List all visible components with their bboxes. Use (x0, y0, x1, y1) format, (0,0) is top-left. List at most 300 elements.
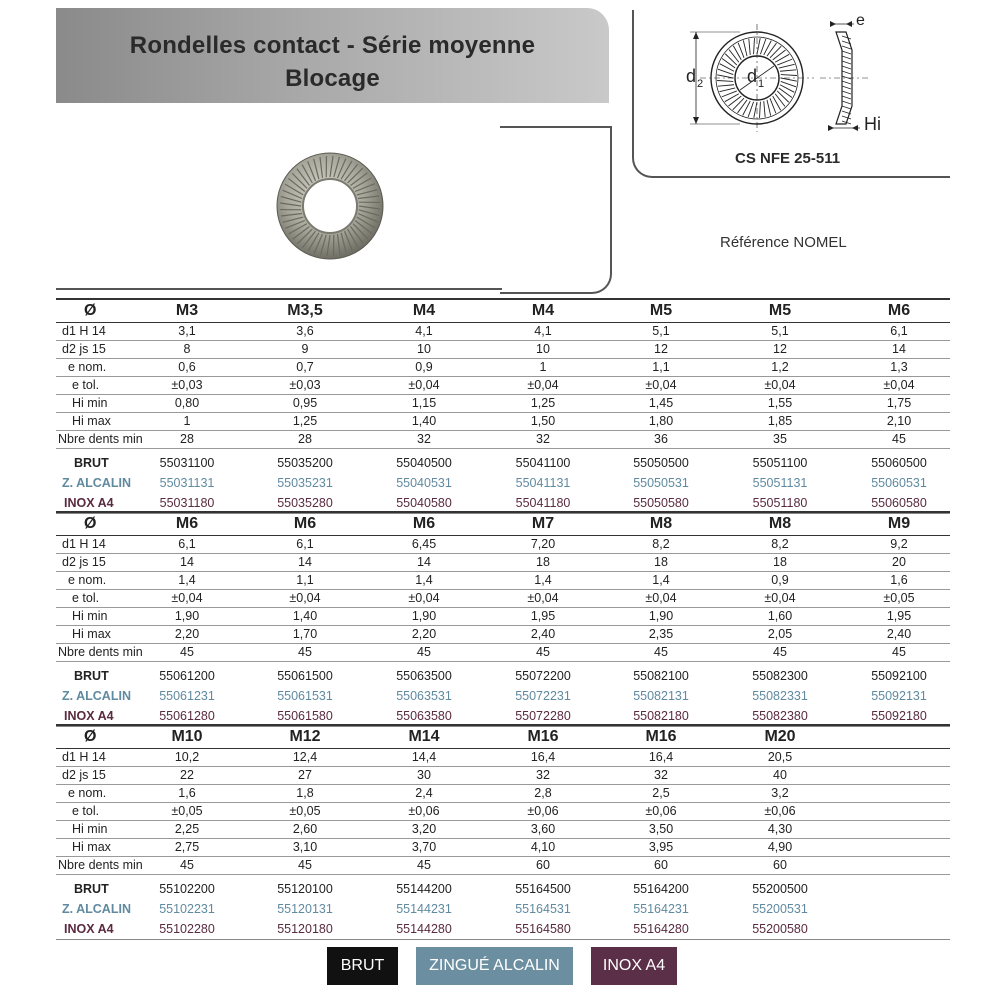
table-cell: ±0,06 (764, 804, 796, 818)
size-cell: M16 (645, 728, 677, 745)
table-cell: 7,20 (530, 537, 556, 551)
row-label: d2 js 15 (62, 555, 106, 569)
row-label: Z. ALCALIN (62, 902, 131, 916)
reference-cell: 55060500 (871, 456, 927, 470)
table-cell: 3,1 (178, 324, 196, 338)
table-cell: 40 (773, 768, 787, 782)
table-cell: 1,50 (530, 414, 556, 428)
table-cell: ±0,06 (527, 804, 559, 818)
table-cell: 45 (892, 432, 906, 446)
reference-cell: 55031100 (159, 456, 215, 470)
table-cell: 3,95 (648, 840, 674, 854)
table-cell: 10 (536, 342, 550, 356)
table-cell: ±0,04 (764, 591, 796, 605)
table-cell: 12 (773, 342, 787, 356)
table-cell: ±0,04 (645, 591, 677, 605)
table-header-row (56, 724, 950, 749)
table-cell: 9,2 (890, 537, 908, 551)
row-label: e tol. (72, 378, 100, 392)
row-label: Hi min (72, 609, 108, 623)
table-cell: 2,40 (530, 627, 556, 641)
table-cell: 36 (654, 432, 668, 446)
table-row-d1 (56, 323, 950, 341)
row-label: e tol. (72, 591, 100, 605)
reference-cell: 55051131 (752, 476, 808, 490)
row-label: Hi max (72, 414, 111, 428)
table-cell: 12 (654, 342, 668, 356)
reference-cell: 55061531 (277, 689, 333, 703)
table-row-hi-min (56, 608, 950, 626)
table-cell: 27 (298, 768, 312, 782)
table-cell: 1,25 (530, 396, 556, 410)
table-cell: 1,4 (652, 573, 670, 587)
row-label: Nbre dents min (58, 858, 143, 872)
table-cell: 3,60 (530, 822, 556, 836)
table-cell: 1,90 (174, 609, 200, 623)
table-cell: 1 (183, 414, 191, 428)
table-cell: 4,90 (767, 840, 793, 854)
table-cell: 45 (298, 858, 312, 872)
size-cell: M7 (531, 515, 555, 532)
spec-table-2 (56, 511, 950, 727)
reference-cell: 55144200 (396, 882, 452, 896)
row-label: Nbre dents min (58, 645, 143, 659)
table-cell: ±0,04 (171, 591, 203, 605)
e-label: e (856, 12, 865, 29)
table-cell: 16,4 (648, 750, 674, 764)
row-label: e nom. (68, 786, 107, 800)
table-cell: 28 (180, 432, 194, 446)
table-cell: 2,8 (534, 786, 552, 800)
table-cell: 0,9 (771, 573, 789, 587)
table-cell: 14 (892, 342, 906, 356)
row-label: Z. ALCALIN (62, 476, 131, 490)
size-cell: M4 (531, 302, 555, 319)
reference-cell: 55040531 (396, 476, 452, 490)
table-row-e-tol (56, 377, 950, 395)
reference-cell: 55061200 (159, 669, 215, 683)
row-label: INOX A4 (64, 922, 114, 936)
size-cell: M9 (887, 515, 911, 532)
table-cell: 1,6 (890, 573, 908, 587)
table-cell: 30 (417, 768, 431, 782)
row-label: d1 H 14 (62, 750, 106, 764)
reference-cell: 55082331 (752, 689, 808, 703)
reference-cell: 55072280 (515, 709, 571, 723)
table-cell: ±0,06 (645, 804, 677, 818)
reference-cell: 55061580 (277, 709, 333, 723)
table-cell: 14 (417, 555, 431, 569)
table-row-alcalin (56, 686, 950, 706)
legend-inox-a4: INOX A4 (591, 947, 677, 985)
reference-cell: 55041100 (515, 456, 571, 470)
table-cell: 1,45 (648, 396, 674, 410)
table-cell: 3,20 (411, 822, 437, 836)
table-cell: 1,70 (292, 627, 318, 641)
table-cell: 2,60 (292, 822, 318, 836)
table-cell: 2,75 (174, 840, 200, 854)
table-cell: 3,2 (771, 786, 789, 800)
table-cell: 1,1 (652, 360, 670, 374)
table-cell: 1,1 (296, 573, 314, 587)
row-label: d2 js 15 (62, 342, 106, 356)
table-cell: 5,1 (652, 324, 670, 338)
reference-cell: 55063531 (396, 689, 452, 703)
table-cell: 1,80 (648, 414, 674, 428)
table-cell: 45 (654, 645, 668, 659)
table-row-teeth (56, 431, 950, 449)
table-cell: 1,90 (648, 609, 674, 623)
reference-cell: 55120100 (277, 882, 333, 896)
page-subtitle: Blocage (285, 65, 380, 92)
reference-cell: 55102280 (159, 922, 215, 936)
table-cell: 1,95 (530, 609, 556, 623)
table-cell: 0,9 (415, 360, 433, 374)
reference-cell: 55041131 (515, 476, 571, 490)
reference-cell: 55082100 (633, 669, 689, 683)
table-cell: 10 (417, 342, 431, 356)
reference-cell: 55102231 (159, 902, 215, 916)
table-cell: 35 (773, 432, 787, 446)
table-row-brut (56, 666, 950, 686)
reference-cell: 55102200 (159, 882, 215, 896)
table-cell: 1,25 (292, 414, 318, 428)
table-cell: 28 (298, 432, 312, 446)
reference-cell: 55082180 (633, 709, 689, 723)
table-row-e-tol (56, 803, 950, 821)
size-cell: M8 (649, 515, 673, 532)
table-row-hi-min (56, 821, 950, 839)
table-header-row (56, 298, 950, 323)
table-row-e-nom (56, 785, 950, 803)
table-cell: ±0,06 (408, 804, 440, 818)
table-cell: 60 (773, 858, 787, 872)
table-cell: 4,1 (415, 324, 433, 338)
table-cell: 14 (298, 555, 312, 569)
reference-cell: 55082300 (752, 669, 808, 683)
table-cell: 16,4 (530, 750, 556, 764)
table-cell: 1,6 (178, 786, 196, 800)
reference-cell: 55164231 (633, 902, 689, 916)
table-cell: ±0,04 (408, 378, 440, 392)
table-row-e-nom (56, 359, 950, 377)
reference-cell: 55050580 (633, 496, 689, 510)
diameter-label: Ø (84, 302, 97, 319)
table-cell: 1,40 (411, 414, 437, 428)
table-cell: 1,3 (890, 360, 908, 374)
size-cell: M6 (412, 515, 436, 532)
table-cell: ±0,05 (883, 591, 915, 605)
table-cell: 1 (539, 360, 547, 374)
table-cell: 2,5 (652, 786, 670, 800)
table-cell: 1,4 (415, 573, 433, 587)
table-cell: 45 (773, 645, 787, 659)
table-row-d2 (56, 341, 950, 359)
d2-subscript: 2 (697, 78, 704, 90)
table-cell: 3,70 (411, 840, 437, 854)
row-label: Hi max (72, 840, 111, 854)
reference-label: Référence NOMEL (720, 234, 847, 251)
reference-cell: 55092180 (871, 709, 927, 723)
reference-cell: 55060531 (871, 476, 927, 490)
row-label: e nom. (68, 360, 107, 374)
reference-cell: 55144231 (396, 902, 452, 916)
table-cell: ±0,05 (171, 804, 203, 818)
table-cell: ±0,04 (883, 378, 915, 392)
reference-cell: 55164280 (633, 922, 689, 936)
size-cell: M20 (764, 728, 796, 745)
table-cell: 1,55 (767, 396, 793, 410)
row-label: Hi max (72, 627, 111, 641)
table-cell: 2,10 (886, 414, 912, 428)
table-cell: 1,60 (767, 609, 793, 623)
d2-label: d (686, 66, 697, 86)
row-label: e nom. (68, 573, 107, 587)
table-cell: ±0,03 (171, 378, 203, 392)
table-row-brut (56, 453, 950, 473)
reference-cell: 55040500 (396, 456, 452, 470)
size-cell: M5 (649, 302, 673, 319)
table-cell: 1,90 (411, 609, 437, 623)
reference-cell: 55031131 (159, 476, 215, 490)
table-cell: 8 (183, 342, 191, 356)
reference-cell: 55035280 (277, 496, 333, 510)
table-cell: ±0,04 (527, 378, 559, 392)
title-banner (56, 8, 609, 103)
table-cell: ±0,04 (527, 591, 559, 605)
table-cell: 45 (417, 645, 431, 659)
table-cell: 32 (536, 768, 550, 782)
table-cell: 2,40 (886, 627, 912, 641)
reference-cell: 55061231 (159, 689, 215, 703)
reference-cell: 55072231 (515, 689, 571, 703)
reference-cell: 55060580 (871, 496, 927, 510)
table-cell: 8,2 (652, 537, 670, 551)
reference-cell: 55082380 (752, 709, 808, 723)
legend-zingue-alcalin: ZINGUÉ ALCALIN (416, 947, 573, 985)
table-cell: 32 (536, 432, 550, 446)
table-cell: 60 (654, 858, 668, 872)
size-cell: M12 (289, 728, 321, 745)
table-cell: 4,1 (534, 324, 552, 338)
table-cell: 2,25 (174, 822, 200, 836)
table-cell: 45 (180, 858, 194, 872)
table-row-hi-max (56, 839, 950, 857)
table-row-d1 (56, 749, 950, 767)
table-cell: 6,45 (411, 537, 437, 551)
row-label: e tol. (72, 804, 100, 818)
table-row-d1 (56, 536, 950, 554)
reference-cell: 55051180 (752, 496, 808, 510)
reference-cell: 55040580 (396, 496, 452, 510)
table-cell: 9 (301, 342, 309, 356)
table-row-brut (56, 879, 950, 899)
table-row-inox (56, 919, 950, 940)
table-cell: 1,2 (771, 360, 789, 374)
table-cell: ±0,04 (289, 591, 321, 605)
table-row-hi-min (56, 395, 950, 413)
table-cell: 45 (417, 858, 431, 872)
table-cell: 0,80 (174, 396, 200, 410)
table-cell: 45 (892, 645, 906, 659)
table-header-row (56, 511, 950, 536)
reference-cell: 55164580 (515, 922, 571, 936)
table-cell: 6,1 (296, 537, 314, 551)
table-row-hi-max (56, 626, 950, 644)
table-cell: 0,6 (178, 360, 196, 374)
diameter-label: Ø (84, 728, 97, 745)
table-cell: 22 (180, 768, 194, 782)
table-cell: 1,40 (292, 609, 318, 623)
row-label: Nbre dents min (58, 432, 143, 446)
table-cell: 60 (536, 858, 550, 872)
reference-cell: 55200580 (752, 922, 808, 936)
reference-cell: 55082131 (633, 689, 689, 703)
washer-diagram (680, 10, 900, 150)
reference-cell: 55063580 (396, 709, 452, 723)
table-cell: 18 (654, 555, 668, 569)
table-cell: 2,35 (648, 627, 674, 641)
hi-label: Hi (864, 114, 881, 134)
table-cell: 2,20 (174, 627, 200, 641)
size-cell: M6 (175, 515, 199, 532)
reference-cell: 55120131 (277, 902, 333, 916)
table-cell: 45 (536, 645, 550, 659)
table-cell: ±0,03 (289, 378, 321, 392)
table-cell: 20,5 (767, 750, 793, 764)
reference-cell: 55164200 (633, 882, 689, 896)
table-row-e-tol (56, 590, 950, 608)
reference-cell: 55041180 (515, 496, 571, 510)
size-cell: M3,5 (287, 302, 323, 319)
table-cell: 2,4 (415, 786, 433, 800)
table-cell: 6,1 (890, 324, 908, 338)
table-cell: 1,15 (411, 396, 437, 410)
row-label: INOX A4 (64, 709, 114, 723)
table-cell: 0,95 (292, 396, 318, 410)
reference-cell: 55092131 (871, 689, 927, 703)
size-cell: M6 (293, 515, 317, 532)
size-cell: M8 (768, 515, 792, 532)
row-label: BRUT (74, 669, 109, 683)
table-cell: 2,20 (411, 627, 437, 641)
table-cell: 12,4 (292, 750, 318, 764)
reference-cell: 55050531 (633, 476, 689, 490)
table-row-d2 (56, 767, 950, 785)
reference-cell: 55031180 (159, 496, 215, 510)
reference-cell: 55035231 (277, 476, 333, 490)
norm-label: CS NFE 25-511 (735, 150, 841, 167)
size-cell: M14 (408, 728, 440, 745)
d1-label: d (747, 66, 758, 86)
reference-cell: 55120180 (277, 922, 333, 936)
table-cell: 14 (180, 555, 194, 569)
table-cell: 18 (773, 555, 787, 569)
row-label: BRUT (74, 456, 109, 470)
legend-brut: BRUT (327, 947, 398, 985)
table-cell: 1,75 (886, 396, 912, 410)
row-label: d1 H 14 (62, 324, 106, 338)
table-cell: 1,4 (534, 573, 552, 587)
spec-table-3 (56, 724, 950, 940)
reference-cell: 55061500 (277, 669, 333, 683)
reference-cell: 55164500 (515, 882, 571, 896)
table-cell: 18 (536, 555, 550, 569)
row-label: d1 H 14 (62, 537, 106, 551)
diameter-label: Ø (84, 515, 97, 532)
table-cell: 3,6 (296, 324, 314, 338)
row-label: INOX A4 (64, 496, 114, 510)
table-cell: 32 (654, 768, 668, 782)
table-cell: 14,4 (411, 750, 437, 764)
table-row-teeth (56, 857, 950, 875)
table-cell: 20 (892, 555, 906, 569)
reference-cell: 55092100 (871, 669, 927, 683)
page-title: Rondelles contact - Série moyenne (129, 32, 536, 59)
reference-cell: 55051100 (752, 456, 808, 470)
reference-cell: 55164531 (515, 902, 571, 916)
reference-cell: 55072200 (515, 669, 571, 683)
table-cell: 1,95 (886, 609, 912, 623)
d1-subscript: 1 (758, 78, 765, 90)
photo-frame (500, 126, 612, 294)
table-row-teeth (56, 644, 950, 662)
table-cell: 1,85 (767, 414, 793, 428)
table-cell: 3,10 (292, 840, 318, 854)
reference-cell: 55200531 (752, 902, 808, 916)
table-cell: 32 (417, 432, 431, 446)
size-cell: M5 (768, 302, 792, 319)
table-row-e-nom (56, 572, 950, 590)
table-cell: 8,2 (771, 537, 789, 551)
size-cell: M6 (887, 302, 911, 319)
reference-cell: 55063500 (396, 669, 452, 683)
row-label: d2 js 15 (62, 768, 106, 782)
row-label: Z. ALCALIN (62, 689, 131, 703)
table-cell: ±0,04 (764, 378, 796, 392)
size-cell: M4 (412, 302, 436, 319)
size-cell: M10 (171, 728, 203, 745)
table-cell: 0,7 (296, 360, 314, 374)
size-cell: M16 (527, 728, 559, 745)
table-cell: 2,05 (767, 627, 793, 641)
table-row-hi-max (56, 413, 950, 431)
reference-cell: 55144280 (396, 922, 452, 936)
row-label: Hi min (72, 396, 108, 410)
table-cell: 45 (180, 645, 194, 659)
reference-cell: 55200500 (752, 882, 808, 896)
table-cell: 4,10 (530, 840, 556, 854)
table-cell: 5,1 (771, 324, 789, 338)
photo-frame-bottom (56, 288, 502, 290)
row-label: Hi min (72, 822, 108, 836)
size-cell: M3 (175, 302, 199, 319)
spec-table-1 (56, 298, 950, 514)
table-row-alcalin (56, 899, 950, 919)
table-row-alcalin (56, 473, 950, 493)
table-row-d2 (56, 554, 950, 572)
table-cell: 3,50 (648, 822, 674, 836)
table-cell: 4,30 (767, 822, 793, 836)
row-label: BRUT (74, 882, 109, 896)
table-cell: ±0,05 (289, 804, 321, 818)
table-cell: 6,1 (178, 537, 196, 551)
reference-cell: 55061280 (159, 709, 215, 723)
table-cell: 10,2 (174, 750, 200, 764)
table-cell: 1,4 (178, 573, 196, 587)
table-cell: ±0,04 (645, 378, 677, 392)
table-cell: 1,8 (296, 786, 314, 800)
